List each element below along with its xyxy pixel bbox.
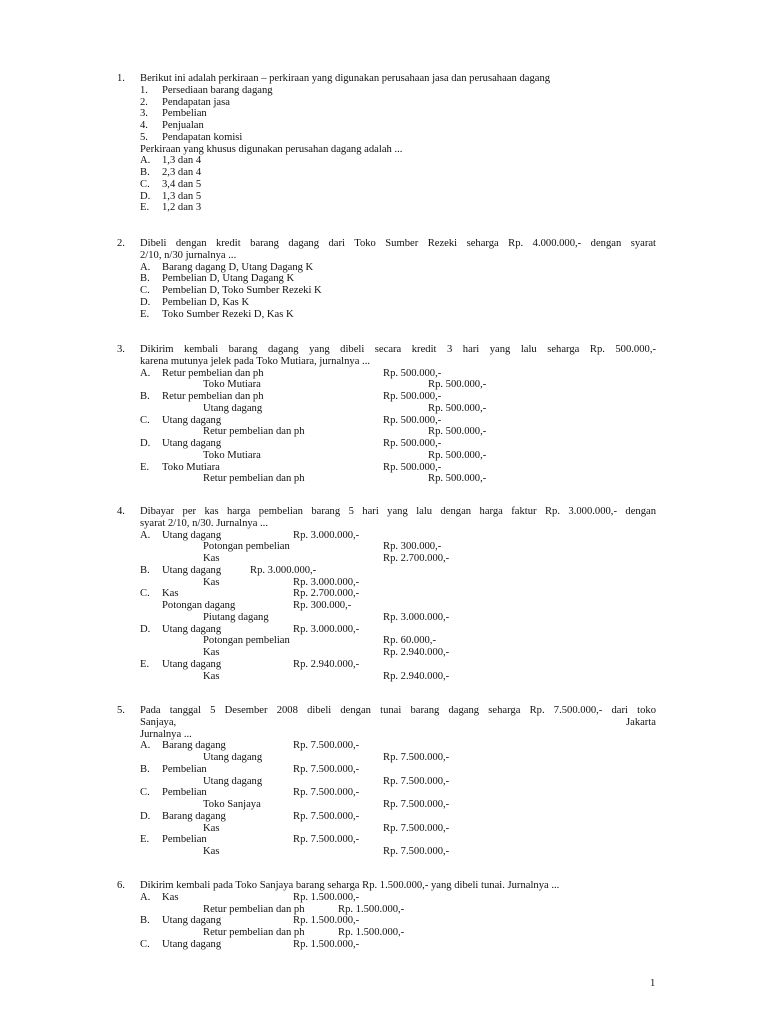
option-letter: A. — [140, 740, 151, 752]
credit-account: Kas — [203, 670, 220, 682]
credit-amount: Rp. 2.940.000,- — [383, 670, 450, 682]
question-stem-line: karena mutunya jelek pada Toko Mutiara, jurnalnya ... — [140, 355, 370, 367]
option-letter: E. — [140, 308, 150, 320]
list-item-text: Penjualan — [162, 120, 204, 131]
debit-amount: Rp. 300.000,- — [293, 600, 352, 611]
question-number: 1. — [117, 73, 125, 84]
debit-account: Barang dagang — [162, 810, 226, 822]
option-letter: A. — [140, 155, 151, 167]
question-stem-line: Dibeli dengan kredit barang dagang dari Toko Sumber Rezeki seharga Rp. 4.000.000,- dengan syarat — [140, 238, 656, 249]
credit-account: Kas — [203, 647, 220, 658]
credit-amount: Rp. 60.000,- — [383, 635, 436, 647]
debit-amount: Rp. 3.000.000,- — [250, 564, 317, 576]
question-number: 2. — [117, 238, 125, 249]
debit-account: Utang dagang — [162, 414, 222, 426]
option-text: 1,3 dan 5 — [162, 190, 202, 202]
credit-amount: Rp. 7.500.000,- — [383, 752, 450, 763]
option-letter: A. — [140, 891, 151, 903]
debit-amount: Rp. 2.940.000,- — [293, 658, 360, 670]
debit-account: Utang dagang — [162, 529, 222, 541]
option-letter: B. — [140, 564, 150, 576]
question-stem-line: Dibayar per kas harga pembelian barang 5 hari yang lalu dengan harga faktur Rp. 3.000.000,- dengan — [140, 506, 656, 517]
debit-amount: Rp. 500.000,- — [383, 414, 442, 426]
option-letter: B. — [140, 391, 150, 402]
list-item-number: 4. — [140, 120, 148, 131]
debit-account: Pembelian — [162, 787, 207, 799]
debit-amount: Rp. 3.000.000,- — [293, 576, 360, 588]
question-stem-line: Dikirim kembali barang dagang yang dibeli secara kredit 3 hari yang lalu seharga Rp. 500.000,- — [140, 344, 656, 355]
debit-account: Utang dagang — [162, 623, 222, 635]
question-stem-line: syarat 2/10, n/30. Jurnalnya ... — [140, 517, 268, 529]
option-letter: E. — [140, 202, 150, 214]
credit-account: Retur pembelian dan ph — [203, 927, 305, 938]
credit-amount: Rp. 500.000,- — [428, 449, 487, 461]
credit-account: Retur pembelian dan ph — [203, 426, 305, 438]
list-item-text: Pembelian — [162, 108, 207, 120]
question-number: 6. — [117, 880, 125, 891]
option-text: 1,3 dan 4 — [162, 155, 202, 167]
credit-account: Retur pembelian dan ph — [203, 903, 305, 915]
debit-account: Utang dagang — [162, 915, 222, 927]
debit-amount: Rp. 500.000,- — [383, 438, 442, 449]
debit-amount: Rp. 7.500.000,- — [293, 740, 360, 752]
list-item-number: 2. — [140, 96, 148, 108]
credit-amount: Rp. 300.000,- — [383, 541, 442, 553]
question-stem-line: Jurnalnya ... — [140, 728, 192, 740]
option-letter: A. — [140, 261, 151, 273]
option-text: Toko Sumber Rezeki D, Kas K — [162, 308, 294, 320]
question-number: 3. — [117, 344, 125, 355]
debit-account: Potongan dagang — [162, 600, 236, 611]
credit-account: Retur pembelian dan ph — [203, 473, 305, 485]
option-letter: B. — [140, 763, 150, 775]
debit-amount: Rp. 7.500.000,- — [293, 787, 360, 799]
debit-account: Retur pembelian dan ph — [162, 391, 264, 402]
credit-amount: Rp. 7.500.000,- — [383, 822, 450, 834]
credit-amount: Rp. 500.000,- — [428, 379, 487, 391]
option-letter: C. — [140, 588, 150, 600]
credit-account: Potongan pembelian — [203, 541, 290, 553]
credit-account: Potongan pembelian — [203, 635, 290, 647]
question-prompt: Perkiraan yang khusus digunakan perusahan dagang adalah ... — [140, 143, 403, 155]
option-text: Pembelian D, Toko Sumber Rezeki K — [162, 285, 322, 296]
debit-account: Kas — [162, 891, 179, 903]
list-item-number: 1. — [140, 84, 148, 96]
option-letter: D. — [140, 438, 151, 449]
question-stem-line: Sanjaya, Jakarta — [140, 716, 656, 728]
option-letter: C. — [140, 285, 150, 296]
debit-account: Kas — [162, 588, 179, 600]
credit-amount: Rp. 1.500.000,- — [338, 927, 405, 938]
option-text: Pembelian D, Kas K — [162, 296, 250, 308]
debit-amount: Rp. 1.500.000,- — [293, 891, 360, 903]
question-stem-line: Pada tanggal 5 Desember 2008 dibeli dengan tunai barang dagang seharga Rp. 7.500.000,- dari toko — [140, 705, 656, 716]
option-text: 1,2 dan 3 — [162, 202, 202, 214]
option-letter: D. — [140, 190, 151, 202]
credit-account: Piutang dagang — [203, 611, 269, 623]
credit-account: Utang dagang — [203, 775, 263, 787]
credit-amount: Rp. 7.500.000,- — [383, 775, 450, 787]
credit-account: Kas — [203, 576, 220, 588]
credit-account: Toko Mutiara — [203, 379, 261, 391]
list-item-number: 3. — [140, 108, 148, 120]
question-stem-line: Dikirim kembali pada Toko Sanjaya barang seharga Rp. 1.500.000,- yang dibeli tunai. Jurnalnya ... — [140, 880, 560, 891]
option-letter: C. — [140, 178, 150, 190]
option-letter: D. — [140, 623, 151, 635]
debit-amount: Rp. 3.000.000,- — [293, 623, 360, 635]
question-number: 4. — [117, 506, 125, 517]
option-letter: E. — [140, 461, 150, 473]
option-text: 2,3 dan 4 — [162, 167, 202, 178]
credit-amount: Rp. 2.940.000,- — [383, 647, 450, 658]
credit-account: Utang dagang — [203, 752, 263, 763]
debit-amount: Rp. 7.500.000,- — [293, 763, 360, 775]
debit-account: Utang dagang — [162, 658, 222, 670]
option-letter: D. — [140, 810, 151, 822]
option-letter: A. — [140, 367, 151, 379]
debit-amount: Rp. 2.700.000,- — [293, 588, 360, 600]
debit-amount: Rp. 7.500.000,- — [293, 834, 360, 846]
credit-account: Utang dagang — [203, 402, 263, 414]
credit-account: Kas — [203, 846, 220, 857]
debit-amount: Rp. 7.500.000,- — [293, 810, 360, 822]
credit-amount: Rp. 500.000,- — [428, 402, 487, 414]
list-item-number: 5. — [140, 131, 148, 143]
option-letter: B. — [140, 167, 150, 178]
list-item-text: Pendapatan jasa — [162, 96, 230, 108]
credit-account: Kas — [203, 553, 220, 564]
debit-account: Pembelian — [162, 834, 207, 846]
option-letter: B. — [140, 273, 150, 285]
option-letter: D. — [140, 296, 151, 308]
debit-amount: Rp. 500.000,- — [383, 461, 442, 473]
debit-amount: Rp. 1.500.000,- — [293, 938, 360, 950]
option-letter: C. — [140, 938, 150, 950]
debit-account: Barang dagang — [162, 740, 226, 752]
option-letter: B. — [140, 915, 150, 927]
debit-amount: Rp. 3.000.000,- — [293, 529, 360, 541]
page-number: 1 — [650, 978, 656, 989]
question-stem-line: Berikut ini adalah perkiraan – perkiraan yang digunakan perusahaan jasa dan perusahaan dagang — [140, 73, 551, 84]
credit-account: Toko Mutiara — [203, 449, 261, 461]
debit-amount: Rp. 500.000,- — [383, 391, 442, 402]
option-letter: E. — [140, 834, 150, 846]
debit-amount: Rp. 500.000,- — [383, 367, 442, 379]
debit-account: Retur pembelian dan ph — [162, 367, 264, 379]
option-text: Pembelian D, Utang Dagang K — [162, 273, 295, 285]
credit-amount: Rp. 3.000.000,- — [383, 611, 450, 623]
option-letter: C. — [140, 787, 150, 799]
option-letter: E. — [140, 658, 150, 670]
credit-amount: Rp. 1.500.000,- — [338, 903, 405, 915]
question-number: 5. — [117, 705, 125, 716]
debit-account: Utang dagang — [162, 564, 222, 576]
debit-amount: Rp. 1.500.000,- — [293, 915, 360, 927]
credit-account: Kas — [203, 822, 220, 834]
option-letter: A. — [140, 529, 151, 541]
credit-amount: Rp. 500.000,- — [428, 473, 487, 485]
question-stem-line: 2/10, n/30 jurnalnya ... — [140, 249, 237, 261]
credit-amount: Rp. 500.000,- — [428, 426, 487, 438]
credit-amount: Rp. 7.500.000,- — [383, 799, 450, 810]
credit-account: Toko Sanjaya — [203, 799, 261, 810]
debit-account: Utang dagang — [162, 438, 222, 449]
list-item-text: Persediaan barang dagang — [162, 84, 273, 96]
debit-account: Utang dagang — [162, 938, 222, 950]
option-letter: C. — [140, 414, 150, 426]
debit-account: Toko Mutiara — [162, 461, 220, 473]
option-text: 3,4 dan 5 — [162, 178, 202, 190]
list-item-text: Pendapatan komisi — [162, 131, 243, 143]
credit-amount: Rp. 2.700.000,- — [383, 553, 450, 564]
option-text: Barang dagang D, Utang Dagang K — [162, 261, 314, 273]
debit-account: Pembelian — [162, 763, 207, 775]
credit-amount: Rp. 7.500.000,- — [383, 846, 450, 857]
